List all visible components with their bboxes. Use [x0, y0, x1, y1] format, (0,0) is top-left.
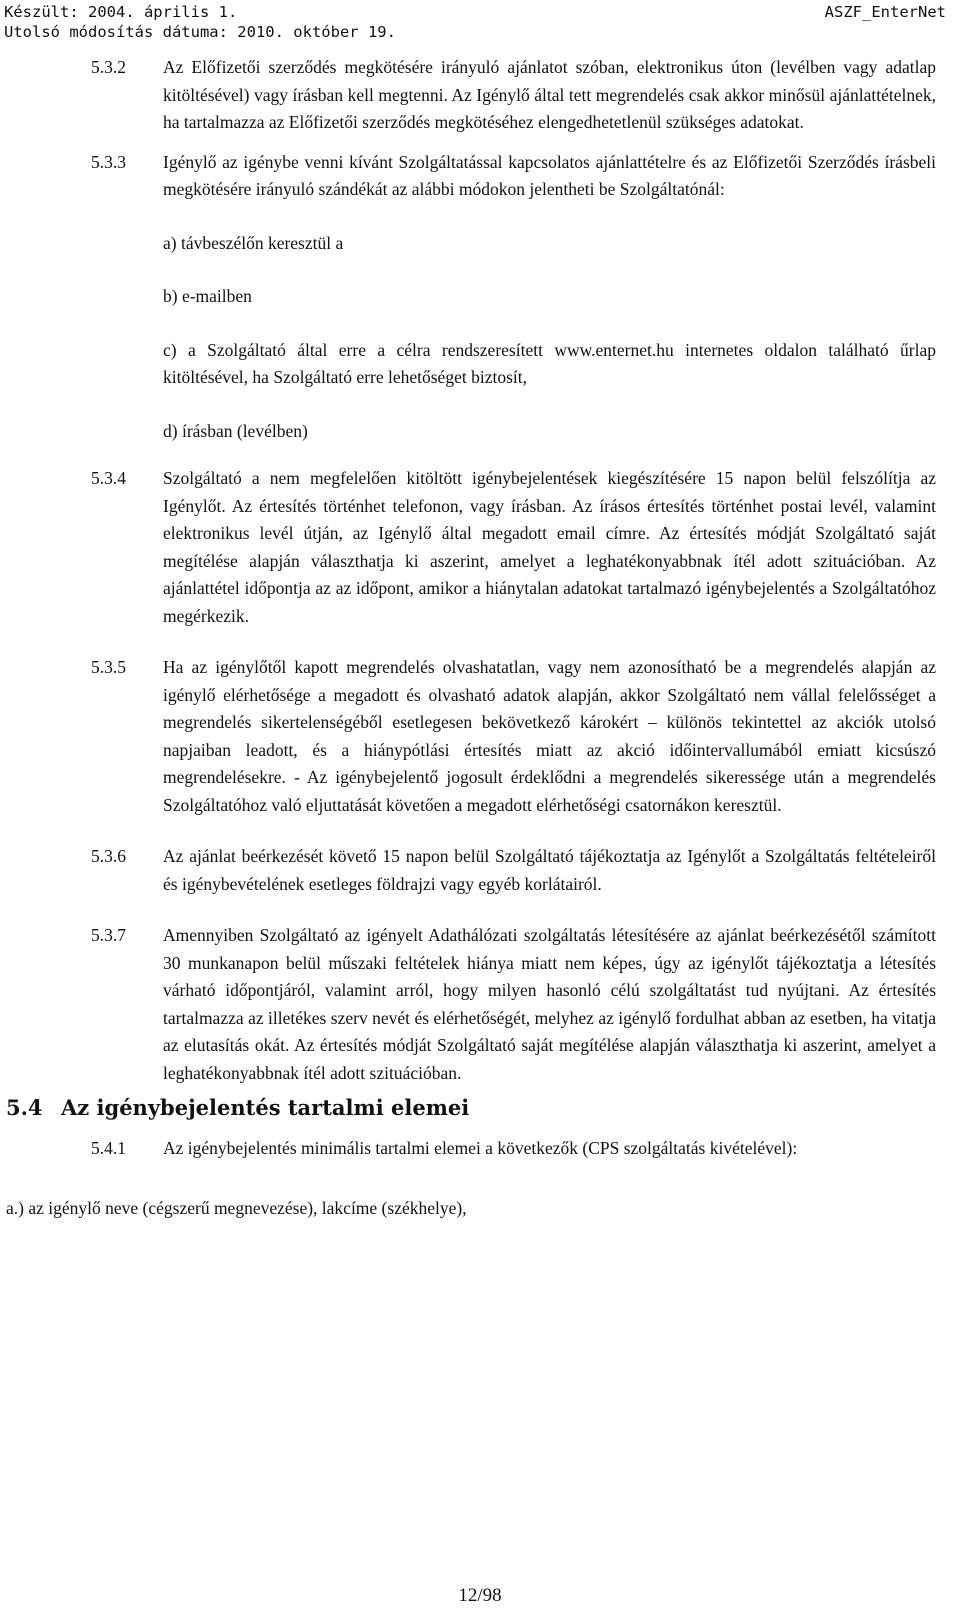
section-number: 5.4: [6, 1095, 43, 1120]
document-id: ASZF_EnterNet: [824, 3, 946, 21]
list-item-c: c) a Szolgáltató által erre a célra rendszeresített www.enternet.hu internetes oldalon található űrlap kitöltésével, ha Szolgáltató erre lehetőséget biztosít,: [163, 339, 936, 387]
created-date: Készült: 2004. április 1.: [4, 3, 238, 21]
paragraph-number: 5.3.6: [91, 846, 126, 866]
paragraph-number: 5.3.3: [91, 151, 126, 172]
paragraph-text: Ha az igénylőtől kapott megrendelés olvashatatlan, vagy nem azonosítható be a megrendelés alapján az igénylő elérhetősége a megadott és olvasható adatok alapján, akkor Szolgáltató nem vállal felelősséget a megrendelés sikertelenségéből esetlegesen bekövetkező károkért – különös tekintettel az akciók utolsó napjaiban leadott, és a hiánypótlási értesítés miatt az akció időintervallumából emiatt kicsúszó megrendelésekre. - Az igénybejelentő jogosult érdeklődni a megrendelés sikeressége után a megrendelés Szolgáltatóhoz való eljuttatását követően a megadott elérhetőségi csatornákon keresztül.: [163, 657, 936, 815]
page-number: 12/98: [458, 1585, 502, 1606]
paragraph-text: Amennyiben Szolgáltató az igényelt Adathálózati szolgáltatás létesítésére az ajánlat beérkezésétől számított 30 munkanapon belül műszaki feltételek hiánya miatt nem képes, úgy az igénylőt tájékoztatja a létesítés várható időpontjáról, valamint arról, hogy milyen hasonló célú szolgáltatást tud nyújtani. Az értesítés tartalmazza az illetékes szerv nevét és elérhetőségét, melyhez az igénylő fordulhat abban az esetben, ha vitatja az elutasítás okát. Az értesítés módját Szolgáltató saját megítélése alapján választhatja ki aszerint, amelyet a leghatékonyabbnak ítél adott szituációban.: [163, 925, 936, 1083]
page-header: [0, 0, 960, 44]
paragraph-text: Az ajánlat beérkezését követő 15 napon belül Szolgáltató tájékoztatja az Igénylőt a Szolgáltatás feltételeiről és igénybevételének esetleges földrajzi vagy egyéb korlátairól.: [163, 846, 936, 894]
list-item-d: d) írásban (levélben): [163, 420, 308, 441]
paragraph-5-3-7: [0, 922, 960, 1087]
content-item-a: a.) az igénylő neve (cégszerű megnevezése), lakcíme (székhelye),: [6, 1197, 467, 1218]
paragraph-text: Szolgáltató a nem megfelelően kitöltött igénybejelentések kiegészítésére 15 napon belül felszólítja az Igénylőt. Az értesítés történhet telefonon, vagy írásban. Az írásos értesítés történhet postai levél, valamint elektronikus levél útján, az Igénylő által megadott email címre. Az értesítés módját Szolgáltató saját megítélése alapján választhatja ki aszerint, amelyet a leghatékonyabbnak ítél adott szituációban. Az ajánlattétel időpontja az az időpont, amikor a hiánytalan adatokat tartalmazó igénybejelentés a Szolgáltatóhoz megérkezik.: [163, 468, 936, 626]
paragraph-number: 5.3.7: [91, 925, 126, 945]
paragraph-text: Igénylő az igénybe venni kívánt Szolgáltatással kapcsolatos ajánlattételre és az Előfizetői Szerződés írásbeli megkötésére irányuló szándékát az alábbi módokon jelentheti be Szolgáltatónál:: [163, 151, 936, 199]
paragraph-5-3-4: [0, 465, 960, 630]
paragraph-number: 5.3.5: [91, 657, 126, 677]
paragraph-number: 5.3.4: [91, 468, 126, 488]
paragraph-5-3-2: [0, 54, 960, 137]
paragraph-5-3-3: [0, 149, 960, 204]
section-heading-5-4: [0, 1093, 960, 1123]
paragraph-number: 5.4.1: [91, 1138, 126, 1158]
document-body: [0, 54, 960, 1222]
paragraph-text: Az igénybejelentés minimális tartalmi elemei a következők (CPS szolgáltatás kivételével):: [163, 1138, 798, 1158]
list-item-b: b) e-mailben: [163, 286, 252, 306]
modified-date: Utolsó módosítás dátuma: 2010. október 19.: [4, 23, 396, 41]
paragraph-5-4-1: [0, 1135, 960, 1163]
paragraph-number: 5.3.2: [91, 57, 126, 77]
paragraph-5-3-5: [0, 654, 960, 819]
paragraph-5-3-6: [0, 843, 960, 898]
list-item-a: a) távbeszélőn keresztül a: [163, 232, 344, 253]
section-title: Az igénybejelentés tartalmi elemei: [61, 1095, 470, 1120]
header-dates: [4, 2, 396, 42]
paragraph-text: Az Előfizetői szerződés megkötésére irányuló ajánlatot szóban, elektronikus úton (levélben vagy adatlap kitöltésével) vagy írásban kell megtenni. Az Igénylő által tett megrendelés csak akkor minősül ajánlattételnek, ha tartalmazza az Előfizetői szerződés megkötéséhez elengedhetetlenül szükséges adatokat.: [163, 57, 936, 132]
